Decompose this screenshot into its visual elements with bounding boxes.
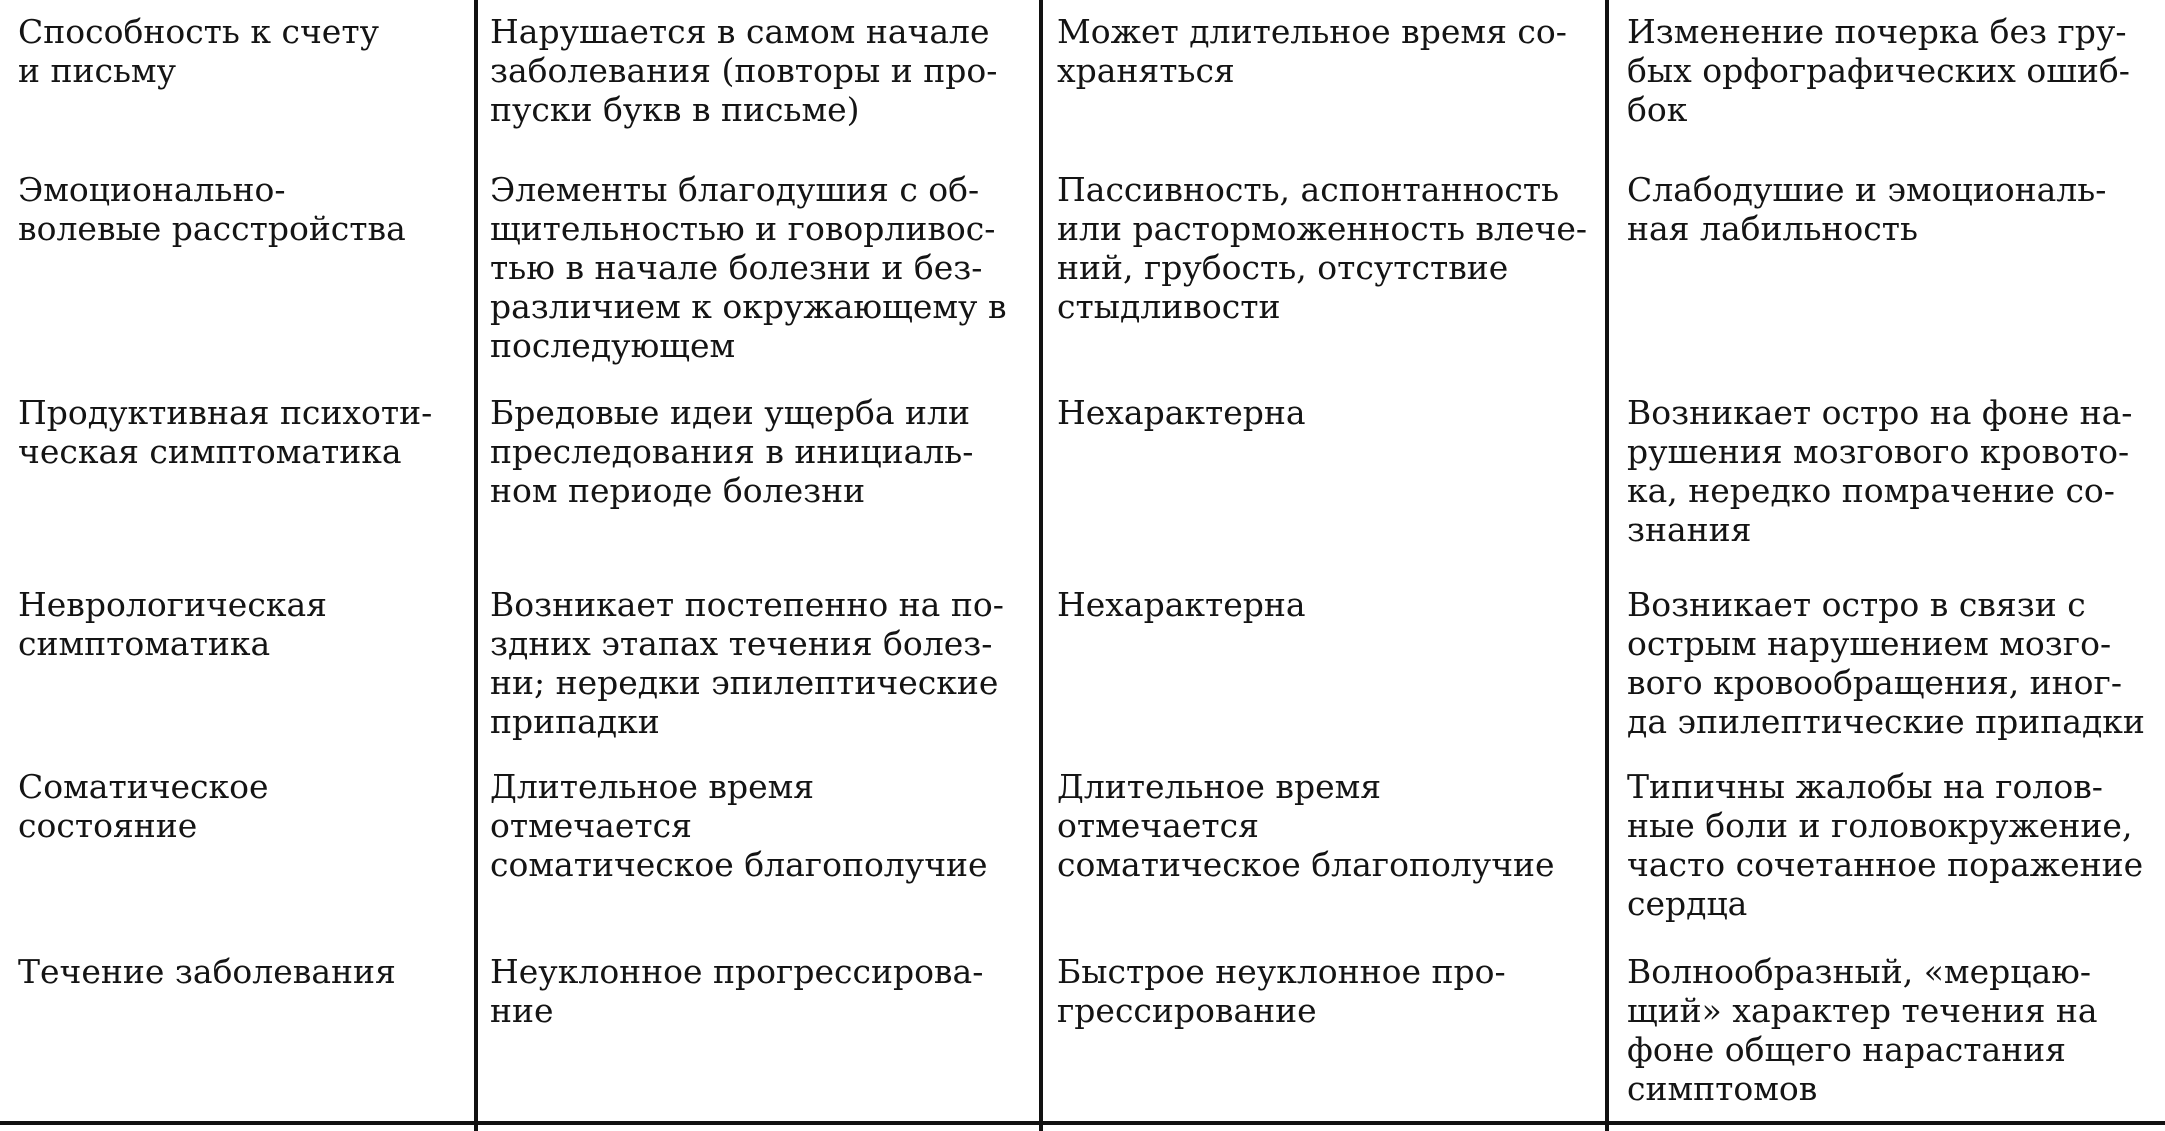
column-3-cell: Пассивность, аспонтанность или расторможенность влече- ний, грубость, отсутствие стыдливости [1057, 170, 1588, 326]
row-feature-cell: Эмоционально- волевые расстройства [18, 170, 406, 248]
row-feature-cell: Неврологическая симптоматика [18, 585, 327, 663]
column-4-cell: Слабодушие и эмоциональ- ная лабильность [1627, 170, 2107, 248]
column-2-cell: Длительное время отмечается соматическое благополучие [490, 767, 988, 884]
column-4-cell: Изменение почерка без гру- бых орфографических ошиб- бок [1627, 12, 2130, 129]
row-feature-cell: Соматическое состояние [18, 767, 269, 845]
column-3-cell: Может длительное время со- храняться [1057, 12, 1567, 90]
column-3-cell: Длительное время отмечается соматическое благополучие [1057, 767, 1555, 884]
column-2-cell: Неуклонное прогрессирова- ние [490, 952, 984, 1030]
column-4-cell: Возникает остро на фоне на- рушения мозгового кровото- ка, нередко помрачение со- знания [1627, 393, 2133, 549]
column-4-cell: Волнообразный, «мерцаю- щий» характер течения на фоне общего нарастания симптомов [1627, 952, 2098, 1108]
column-divider [474, 0, 478, 1131]
row-feature-cell: Продуктивная психоти- ческая симптоматика [18, 393, 433, 471]
column-3-cell: Нехарактерна [1057, 393, 1306, 432]
row-feature-cell: Способность к счету и письму [18, 12, 380, 90]
column-4-cell: Возникает остро в связи с острым нарушением мозго- вого кровообращения, иног- да эпилептические припадки [1627, 585, 2145, 741]
column-divider [1039, 0, 1043, 1131]
table-bottom-rule [0, 1121, 2165, 1125]
column-2-cell: Нарушается в самом начале заболевания (повторы и про- пуски букв в письме) [490, 12, 998, 129]
column-2-cell: Возникает постепенно на по- здних этапах течения болез- ни; нередки эпилептические припадки [490, 585, 1004, 741]
column-4-cell: Типичны жалобы на голов- ные боли и головокружение, часто сочетанное поражение сердца [1627, 767, 2144, 923]
column-3-cell: Нехарактерна [1057, 585, 1306, 624]
column-2-cell: Бредовые идеи ущерба или преследования в инициаль- ном периоде болезни [490, 393, 974, 510]
column-divider [1605, 0, 1609, 1131]
column-2-cell: Элементы благодушия с об- щительностью и говорливос- тью в начале болезни и без- различием к окружающему в последующем [490, 170, 1007, 365]
row-feature-cell: Течение заболевания [18, 952, 396, 991]
column-3-cell: Быстрое неуклонное про- грессирование [1057, 952, 1506, 1030]
